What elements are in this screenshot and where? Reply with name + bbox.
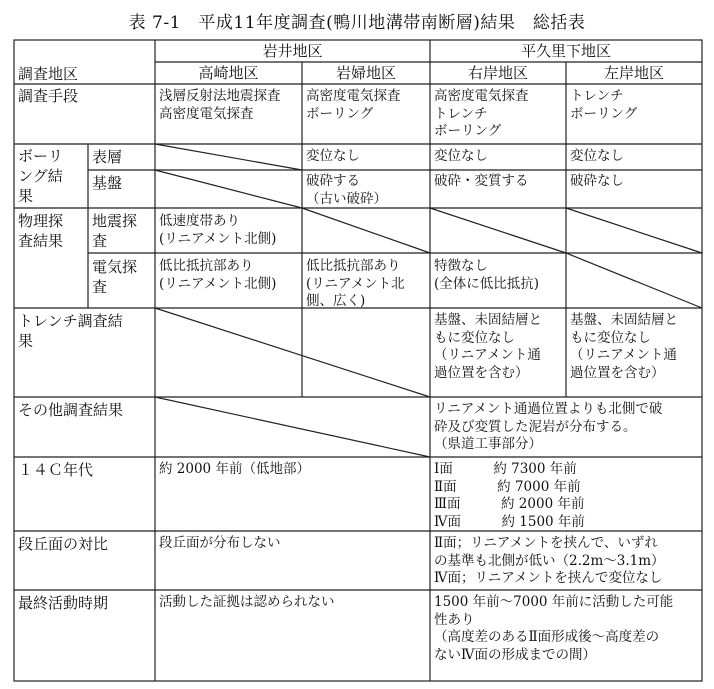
methods-right: 高密度電気探査 トレンチ ボーリング [434, 88, 529, 139]
row-label-physical: 物理探 査結果 [18, 212, 64, 250]
boring-surface-right: 変位なし [434, 148, 488, 164]
physical-seismic-takasaki: 低速度帯あり (リニアメント北側) [159, 213, 277, 247]
header-area-iwafu: 岩婦地区 [335, 64, 396, 82]
methods-left: トレンチ ボーリング [570, 88, 638, 122]
physical-seismic-label: 地震探 査 [92, 212, 138, 250]
physical-electric-takasaki: 低比抵抗部あり (リニアメント北側) [159, 258, 277, 292]
terrace-heikuri: Ⅱ面；リニアメントを挟んで、いずれ の基準も北側が低い（2.2m～3.1m） Ⅳ面；リニアメントを挟んで変位なし [434, 535, 665, 586]
latest-iwai: 活動した証拠は認められない [159, 594, 335, 610]
boring-bedrock-right: 破砕・変質する [434, 173, 529, 189]
row-label-trench: トレンチ調査結 果 [18, 312, 123, 350]
row-label-latest: 最終活動時期 [18, 594, 109, 612]
methods-iwafu: 高密度電気探査 ボーリング [306, 88, 401, 122]
header-region-iwai: 岩井地区 [262, 42, 323, 60]
header-area-right: 右岸地区 [467, 64, 528, 82]
boring-bedrock-iwafu: 破砕する （古い破砕） [306, 173, 387, 207]
c14-heikuri: Ⅰ面 約 7300 年前 Ⅱ面 約 7000 年前 Ⅲ面 約 2000 年前 Ⅳ面 約 1500 年前 [434, 461, 585, 530]
boring-bedrock-label: 基盤 [92, 174, 123, 192]
terrace-iwai: 段丘面が分布しない [159, 535, 281, 551]
methods-takasaki: 浅層反射法地震探査 高密度電気探査 [159, 88, 281, 122]
physical-electric-iwafu: 低比抵抗部あり (リニアメント北 側、広く) [306, 258, 405, 309]
header-area-takasaki: 高崎地区 [198, 64, 259, 82]
row-label-other: その他調査結果 [18, 401, 124, 419]
boring-bedrock-left: 破砕なし [570, 173, 624, 189]
boring-surface-iwafu: 変位なし [306, 148, 360, 164]
c14-iwai: 約 2000 年前（低地部） [159, 461, 310, 477]
trench-right: 基盤、未固結層と もに変位なし （リニアメント通 過位置を含む） [434, 312, 542, 381]
latest-heikuri: 1500 年前～7000 年前に活動した可能 性あり （高度差のあるⅡ面形成後～高度差の ないⅣ面の形成までの間） [434, 594, 674, 663]
trench-left: 基盤、未固結層と もに変位なし （リニアメント通 過位置を含む） [570, 312, 678, 381]
row-label-terrace: 段丘面の対比 [18, 535, 109, 553]
boring-surface-left: 変位なし [570, 148, 624, 164]
boring-surface-label: 表層 [92, 148, 123, 166]
physical-electric-label: 電気探 査 [92, 258, 138, 296]
table-title: 表 7-1 平成11年度調査(鴨川地溝帯南断層)結果 総括表 [128, 13, 586, 33]
header-region-heikuri: 平久里下地区 [520, 42, 611, 60]
other-heikuri: リニアメント通過位置よりも北側で破 砕及び変質した泥岩が分布する。 （県道工事部分） [434, 401, 663, 452]
physical-electric-right: 特徴なし (全体に低比抵抗) [434, 258, 540, 292]
row-label-methods: 調査手段 [18, 87, 79, 105]
row-label-boring: ボーリ ング結 果 [18, 147, 64, 205]
header-area-left: 左岸地区 [603, 64, 664, 82]
row-label-area: 調査地区 [18, 65, 79, 83]
row-label-c14: １４Ｃ年代 [18, 461, 94, 479]
